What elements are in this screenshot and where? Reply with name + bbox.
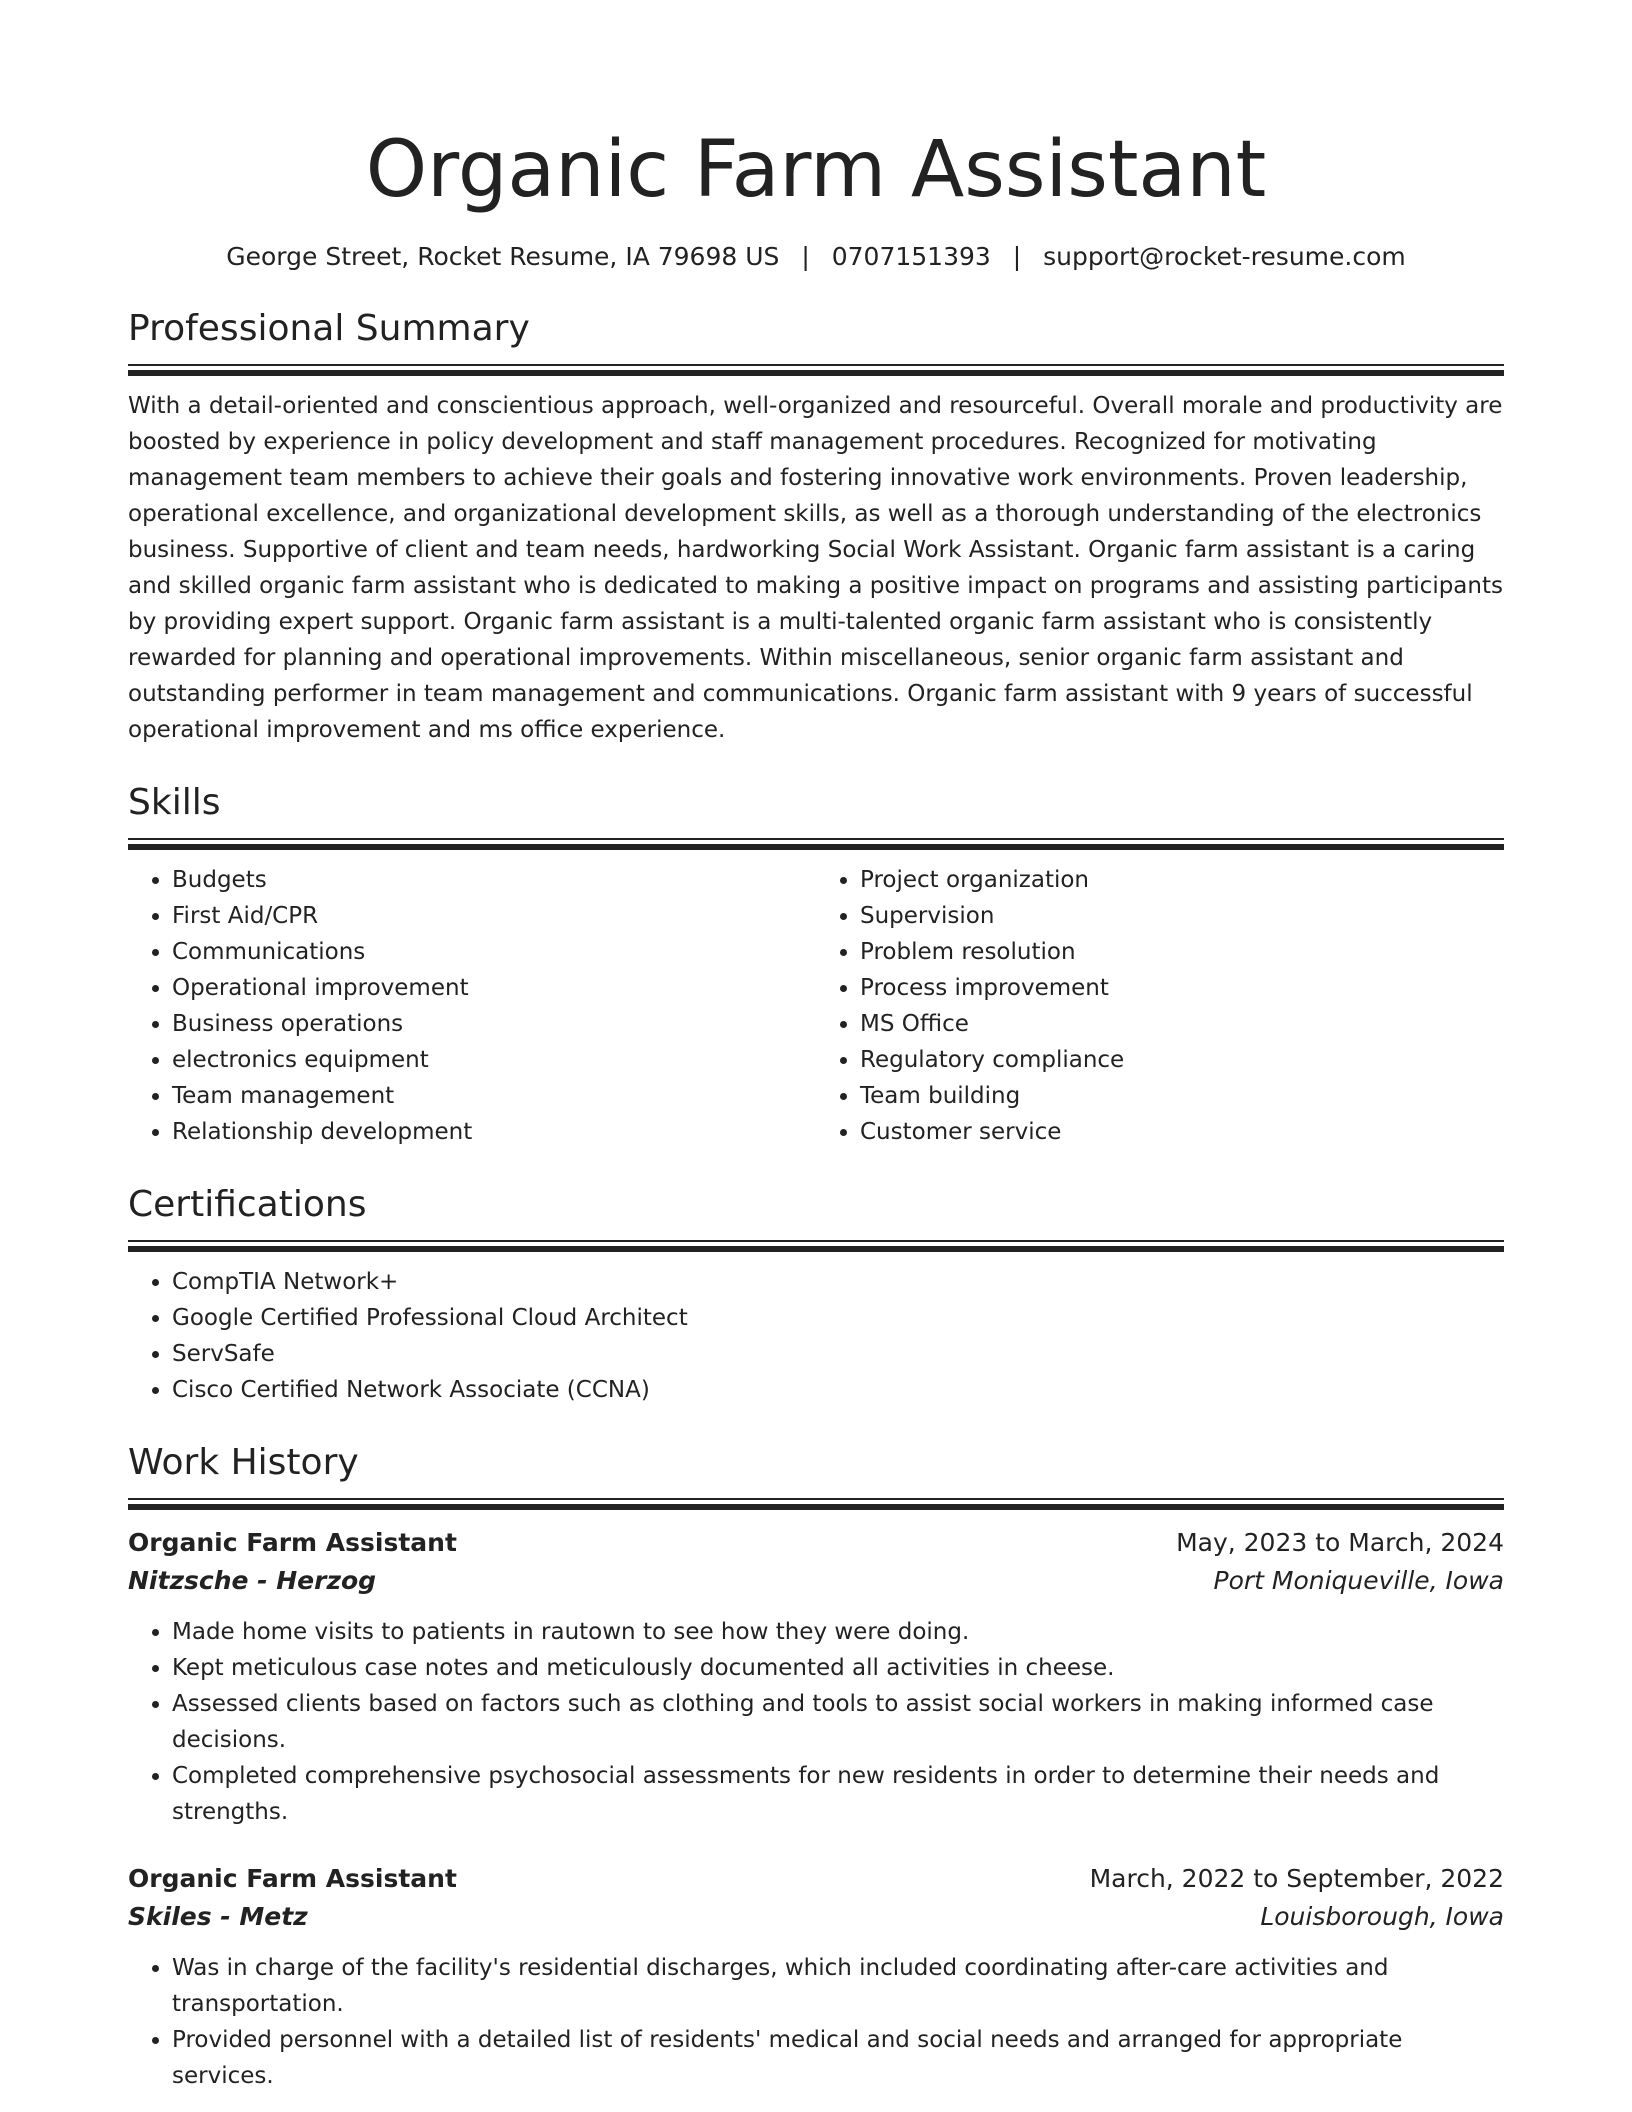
skill-item: • Relationship development: [172, 1114, 816, 1150]
job-dates: March, 2022 to September, 2022: [1089, 1864, 1504, 1893]
contact-separator: |: [1012, 242, 1022, 271]
contact-address: George Street, Rocket Resume, IA 79698 US: [226, 242, 780, 271]
contact-line: [128, 240, 1504, 274]
section-divider: [128, 1240, 1504, 1252]
section-divider: [128, 1498, 1504, 1510]
job-title-row: [128, 1524, 1504, 1562]
job-location: Port Moniqueville, Iowa: [1213, 1566, 1504, 1595]
job-dates: May, 2023 to March, 2024: [1176, 1528, 1504, 1557]
certifications-section-header: [128, 1182, 1504, 1252]
skill-item: • Regulatory compliance: [860, 1042, 1504, 1078]
skill-item: • First Aid/CPR: [172, 898, 816, 934]
contact-separator: |: [801, 242, 810, 271]
skill-item: • Supervision: [860, 898, 1504, 934]
resume-title: Organic Farm Assistant: [365, 125, 1267, 215]
skills-list-left: [128, 862, 816, 1150]
summary-heading: Professional Summary: [128, 308, 530, 349]
job-duties-list: [128, 1950, 1504, 2094]
section-divider: [128, 838, 1504, 850]
job-duty: • Was in charge of the facility's residential discharges, which included coordinating after-care activities and transportation.: [172, 1950, 1504, 2022]
job-title: Organic Farm Assistant: [128, 1864, 457, 1893]
job-duty: • Assessed clients based on factors such as clothing and tools to assist social workers in making informed case decisions.: [172, 1686, 1504, 1758]
skill-item: • Problem resolution: [860, 934, 1504, 970]
job-company: Skiles - Metz: [128, 1902, 308, 1931]
skill-item: • Operational improvement: [172, 970, 816, 1006]
job-duty: • Made home visits to patients in rautown to see how they were doing.: [172, 1614, 1504, 1650]
summary-text: With a detail-oriented and conscientious approach, well-organized and resourceful. Overall morale and productivity are boosted by experience in policy development and staff management procedures. Recognized for motivating management team members to achieve their goals and fostering innovative work environments. Proven leadership, operational excellence, and organizational development skills, as well as a thorough understanding of the electronics business. Supportive of client and team needs, hardworking Social Work Assistant. Organic farm assistant is a caring and skilled organic farm assistant who is dedicated to making a positive impact on programs and assisting participants by providing expert support. Organic farm assistant is a multi-talented organic farm assistant who is consistently rewarded for planning and operational improvements. Within miscellaneous, senior organic farm assistant and outstanding performer in team management and communications. Organic farm assistant with 9 years of successful operational improvement and ms office experience.: [128, 393, 1503, 743]
job-entry: [128, 1524, 1504, 1830]
job-title: Organic Farm Assistant: [128, 1528, 457, 1557]
certification-item: • ServSafe: [172, 1336, 1504, 1372]
contact-email: support@rocket-resume.com: [1043, 242, 1406, 271]
job-company-row: [128, 1898, 1504, 1936]
skills-grid: [128, 862, 1504, 1150]
skills-list-right: [816, 862, 1504, 1150]
work-history-section-header: [128, 1440, 1504, 1510]
skill-item: • Project organization: [860, 862, 1504, 898]
job-company-row: [128, 1562, 1504, 1600]
job-duty: • Kept meticulous case notes and meticulously documented all activities in cheese.: [172, 1650, 1504, 1686]
certification-item: • CompTIA Network+: [172, 1264, 1504, 1300]
skill-item: • Team building: [860, 1078, 1504, 1114]
job-title-row: [128, 1860, 1504, 1898]
job-location: Louisborough, Iowa: [1260, 1902, 1504, 1931]
certification-item: • Google Certified Professional Cloud Architect: [172, 1300, 1504, 1336]
job-company: Nitzsche - Herzog: [128, 1566, 377, 1595]
skill-item: • Communications: [172, 934, 816, 970]
skill-item: • Business operations: [172, 1006, 816, 1042]
certification-item: • Cisco Certified Network Associate (CCNA): [172, 1372, 1504, 1408]
skill-item: • electronics equipment: [172, 1042, 816, 1078]
skill-item: • Customer service: [860, 1114, 1504, 1150]
certifications-list: [128, 1264, 1504, 1408]
job-duty: • Completed comprehensive psychosocial assessments for new residents in order to determine their needs and strengths.: [172, 1758, 1504, 1830]
skill-item: • Budgets: [172, 862, 816, 898]
job-duty: • Provided personnel with a detailed list of residents' medical and social needs and arranged for appropriate services.: [172, 2022, 1504, 2094]
contact-phone: 0707151393: [831, 242, 991, 271]
skill-item: • MS Office: [860, 1006, 1504, 1042]
job-duties-list: [128, 1614, 1504, 1830]
skills-section-header: [128, 780, 1504, 850]
summary-section-header: [128, 306, 1504, 376]
certifications-heading: Certifications: [128, 1184, 367, 1225]
work-history-heading: Work History: [128, 1442, 359, 1483]
skill-item: • Team management: [172, 1078, 816, 1114]
skill-item: • Process improvement: [860, 970, 1504, 1006]
job-entry: [128, 1860, 1504, 2094]
skills-heading: Skills: [128, 782, 221, 823]
section-divider: [128, 364, 1504, 376]
